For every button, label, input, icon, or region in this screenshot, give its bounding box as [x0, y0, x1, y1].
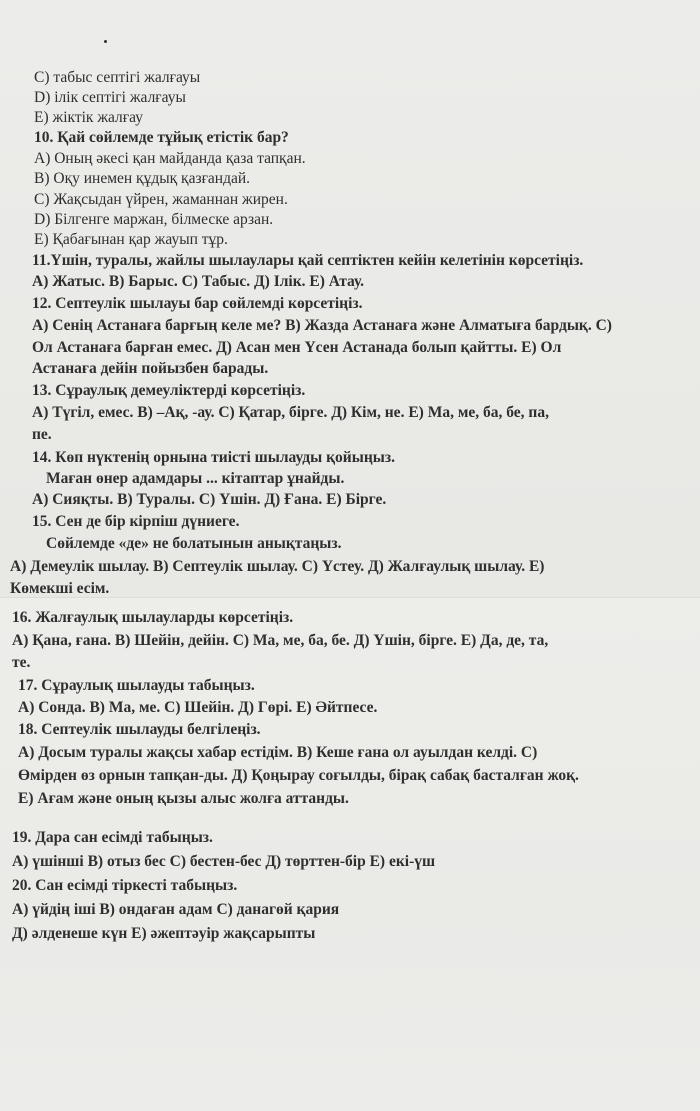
text-line: 10. Қай сөйлемде тұйық етістік бар?: [34, 129, 289, 146]
text-line: A) үшінші B) отыз бес C) бестен-бес Д) төрттен-бір E) екі-үш: [12, 853, 436, 870]
text-line: A) үйдің іші B) ондаған адам C) данагөй қария: [12, 901, 340, 918]
text-line: B) Оқу инемен құдық қазғандай.: [34, 170, 251, 187]
text-line: 18. Септеулік шылауды белгілеңіз.: [18, 721, 261, 738]
text-line: Көмекші есім.: [10, 580, 110, 597]
text-line: E) Ағам және оның қызы алыс жолға аттанды.: [18, 790, 349, 807]
text-line: 14. Көп нүктенің орнына тиісті шылауды қойыңыз.: [32, 449, 395, 466]
page-lower-section: [0, 598, 700, 1111]
text-line: Маған өнер адамдары ... кітаптар ұнайды.: [46, 470, 345, 487]
text-line: Өмірден өз орнын тапқан-ды. Д) Қоңырау соғылды, бірақ сабақ басталған жоқ.: [18, 767, 579, 784]
text-line: A) Сенің Астанаға барғың келе ме? B) Жазда Астанаға және Алматыға бардық. C): [32, 317, 612, 334]
text-line: A) Досым туралы жақсы хабар естідім. B) Кеше ғана ол ауылдан келді. C): [18, 744, 538, 761]
text-line: 13. Сұраулық демеуліктерді көрсетіңіз.: [32, 382, 306, 399]
text-line: A) Демеулік шылау. B) Септеулік шылау. C) Үстеу. Д) Жалғаулық шылау. E): [10, 558, 545, 575]
text-line: E) жіктік жалғау: [34, 109, 143, 126]
text-line: C) табыс септігі жалғауы: [34, 69, 201, 86]
text-line: 20. Сан есімді тіркесті табыңыз.: [12, 877, 238, 894]
paper-speck: [104, 40, 107, 43]
text-line: C) Жақсыдан үйрен, жаманнан жирен.: [34, 191, 288, 208]
text-line: 12. Септеулік шылауы бар сөйлемді көрсетіңіз.: [32, 295, 363, 312]
text-line: Ол Астанаға барған емес. Д) Асан мен Үсен Астанада болып қайтты. E) Ол: [32, 339, 562, 356]
text-line: A) Түгіл, емес. B) –Ақ, -ау. C) Қатар, бірге. Д) Кім, не. E) Ма, ме, ба, бе, па,: [32, 404, 549, 421]
text-line: A) Оның әкесі қан майданда қаза тапқан.: [34, 150, 306, 167]
text-line: Сөйлемде «де» не болатынын анықтаңыз.: [46, 535, 342, 552]
text-line: 19. Дара сан есімді табыңыз.: [12, 829, 213, 846]
text-line: A) Қана, ғана. B) Шейін, дейін. C) Ма, ме, ба, бе. Д) Үшін, бірге. E) Да, де, та,: [12, 632, 549, 649]
text-line: A) Жатыс. B) Барыс. C) Табыс. Д) Ілік. E) Атау.: [32, 273, 365, 290]
text-line: 17. Сұраулық шылауды табыңыз.: [18, 677, 255, 694]
text-line: 16. Жалғаулық шылауларды көрсетіңіз.: [12, 609, 294, 626]
text-line: те.: [12, 654, 31, 671]
text-line: Д) әлденеше күн E) әжептәуір жақсарыпты: [12, 925, 316, 942]
text-line: D) ілік септігі жалғауы: [34, 89, 186, 106]
text-line: 11.Үшін, туралы, жайлы шылаулары қай септіктен кейін келетінін көрсетіңіз.: [32, 252, 584, 269]
text-line: D) Білгенге маржан, білмеске арзан.: [34, 211, 274, 228]
text-line: пе.: [32, 426, 52, 443]
text-line: E) Қабағынан қар жауып тұр.: [34, 231, 228, 248]
text-line: A) Сияқты. B) Туралы. C) Үшін. Д) Ғана. E) Бірге.: [32, 491, 387, 508]
text-line: A) Сонда. B) Ма, ме. C) Шейін. Д) Гөрі. E) Әйтпесе.: [18, 699, 378, 716]
text-line: Астанаға дейін пойызбен барады.: [32, 360, 269, 377]
text-line: 15. Сен де бір кірпіш дүниеге.: [32, 513, 240, 530]
